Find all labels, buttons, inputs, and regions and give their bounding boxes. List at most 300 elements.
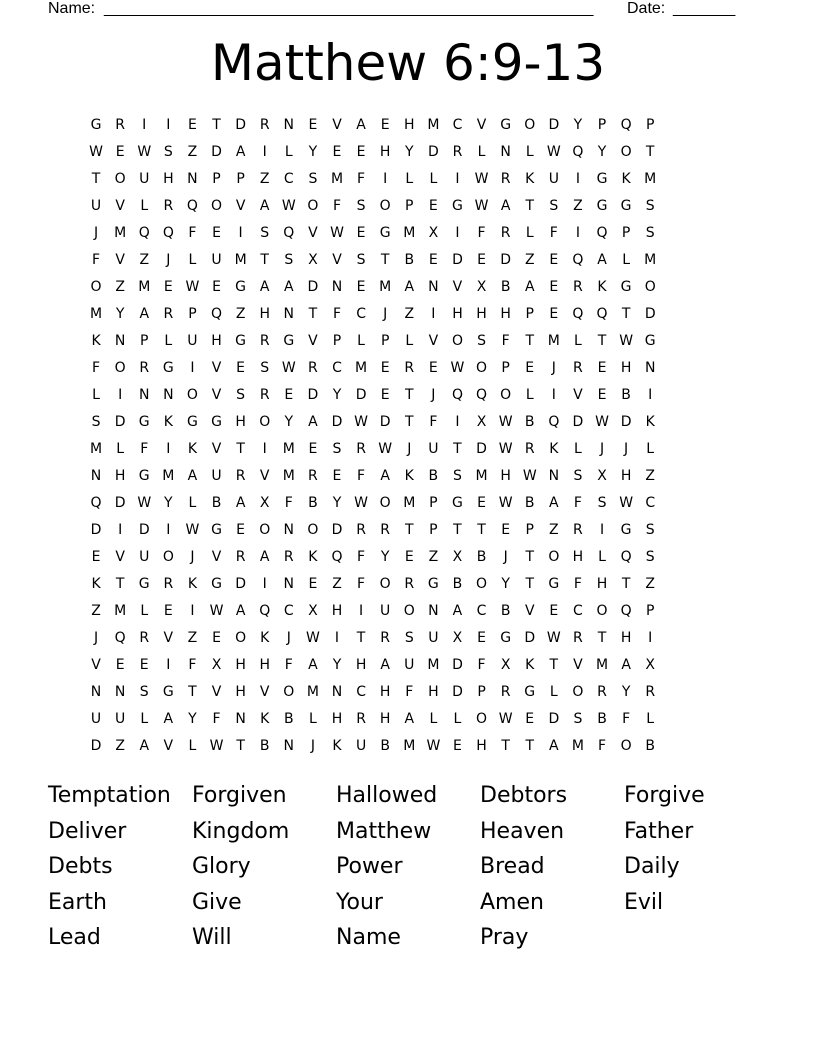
grid-letter: W [619, 495, 634, 511]
grid-letter: H [235, 657, 246, 673]
grid-letter: E [597, 360, 607, 376]
grid-letter: A [187, 468, 198, 484]
grid-letter: V [115, 252, 125, 268]
grid-letter: H [476, 738, 487, 754]
grid-letter: B [452, 576, 463, 592]
grid-letter: J [407, 441, 412, 457]
grid-letter: M [162, 468, 175, 484]
grid-letter: H [211, 333, 222, 349]
grid-letter: H [500, 306, 511, 322]
grid-letter: O [379, 495, 391, 511]
grid-letter: V [259, 468, 270, 484]
grid-letter: E [356, 144, 366, 160]
grid-letter: Q [114, 630, 126, 646]
grid-letter: S [404, 630, 414, 646]
grid-letter: B [211, 495, 222, 511]
grid-letter: D [452, 657, 463, 673]
grid-letter: A [404, 711, 415, 727]
grid-letter: U [380, 603, 391, 619]
grid-letter: D [90, 738, 102, 754]
grid-letter: T [115, 576, 125, 592]
grid-letter: V [332, 117, 342, 133]
grid-letter: O [596, 603, 608, 619]
grid-letter: B [428, 468, 439, 484]
grid-letter: Z [115, 279, 125, 295]
grid-letter: L [646, 441, 655, 457]
grid-letter: R [500, 225, 511, 241]
grid-letter: H [620, 468, 632, 484]
grid-letter: K [525, 657, 535, 673]
grid-letter: R [115, 117, 125, 133]
grid-letter: W [281, 198, 296, 214]
grid-letter: O [379, 576, 391, 592]
grid-letter: N [90, 684, 102, 700]
grid-letter: T [501, 738, 510, 754]
grid-letter: A [380, 657, 390, 673]
name-field-line: _______________________________________________________ [104, 0, 594, 17]
grid-letter: E [236, 360, 246, 376]
grid-letter: W [137, 144, 152, 160]
grid-letter: K [308, 549, 318, 565]
grid-letter: F [284, 495, 293, 511]
grid-letter: W [498, 441, 513, 457]
name-label: Name: [48, 0, 96, 17]
grid-letter: E [139, 657, 149, 673]
grid-letter: W [209, 603, 224, 619]
grid-letter: L [405, 171, 414, 187]
grid-letter: O [235, 630, 247, 646]
word-bank-item: Glory [192, 854, 251, 879]
grid-letter: M [138, 279, 151, 295]
grid-letter: O [90, 279, 102, 295]
grid-row [84, 679, 662, 706]
grid-letter: S [645, 522, 655, 538]
grid-letter: G [620, 198, 632, 214]
word-bank [48, 778, 768, 956]
grid-letter: I [166, 522, 171, 538]
grid-letter: N [500, 144, 511, 160]
grid-letter: Z [645, 576, 655, 592]
grid-letter: Q [162, 225, 174, 241]
grid-letter: D [114, 414, 126, 430]
grid-letter: N [138, 387, 150, 403]
word-bank-item: Heaven [480, 818, 565, 844]
grid-letter: N [235, 711, 246, 727]
grid-letter: X [308, 603, 318, 619]
grid-letter: Y [164, 495, 173, 511]
grid-letter: J [190, 549, 195, 565]
grid-letter: R [380, 522, 391, 538]
grid-letter: O [476, 576, 488, 592]
grid-letter: L [622, 252, 631, 268]
grid-letter: H [596, 576, 608, 592]
grid-letter: N [283, 576, 295, 592]
grid-letter: D [500, 252, 512, 268]
grid-letter: F [549, 225, 558, 241]
grid-letter: G [211, 522, 222, 538]
grid-letter: S [236, 387, 246, 403]
grid-letter: A [259, 279, 270, 295]
grid-letter: H [259, 657, 270, 673]
grid-letter: W [426, 738, 441, 754]
grid-letter: T [525, 198, 535, 214]
grid-letter: G [162, 684, 174, 700]
grid-letter: I [118, 387, 123, 403]
grid-letter: C [332, 360, 342, 376]
grid-letter: Z [549, 522, 559, 538]
grid-letter: M [475, 468, 488, 484]
grid-letter: M [571, 738, 584, 754]
grid-letter: D [572, 414, 584, 430]
grid-letter: O [548, 549, 560, 565]
grid-letter: Q [572, 252, 584, 268]
grid-letter: U [115, 711, 126, 727]
grid-letter: W [354, 495, 368, 511]
grid-letter: T [525, 738, 535, 754]
grid-letter: I [455, 414, 460, 430]
grid-letter: J [166, 252, 171, 268]
word-bank-item: Forgiven [192, 783, 287, 808]
word-bank-item: Matthew [336, 818, 432, 844]
grid-letter: G [283, 333, 295, 349]
grid-letter: J [286, 630, 291, 646]
grid-letter: F [501, 333, 510, 349]
grid-letter: D [548, 117, 560, 133]
grid-letter: V [115, 198, 125, 214]
grid-letter: M [403, 225, 416, 241]
grid-letter: T [236, 738, 245, 754]
grid-letter: E [356, 225, 366, 241]
grid-letter: E [549, 252, 559, 268]
grid-letter: T [188, 684, 197, 700]
grid-letter: J [503, 549, 508, 565]
grid-letter: J [310, 738, 315, 754]
grid-letter: H [620, 360, 632, 376]
grid-letter: E [308, 441, 318, 457]
grid-letter: E [212, 279, 221, 295]
grid-letter: W [330, 225, 344, 241]
grid-letter: P [429, 495, 438, 511]
grid-letter: S [573, 711, 583, 727]
grid-letter: U [187, 333, 198, 349]
grid-letter: G [524, 684, 536, 700]
grid-letter: Z [139, 252, 150, 268]
word-bank-item: Your [336, 889, 383, 915]
grid-letter: W [546, 630, 561, 646]
grid-letter: C [452, 117, 463, 133]
grid-letter: O [524, 117, 536, 133]
word-bank-item: Debts [48, 854, 113, 879]
grid-letter: E [501, 522, 511, 538]
grid-letter: M [234, 252, 247, 268]
grid-letter: V [428, 333, 439, 349]
word-bank-item: Earth [48, 889, 107, 915]
grid-letter: H [379, 684, 391, 700]
grid-letter: T [404, 387, 414, 403]
grid-letter: Q [596, 306, 608, 322]
grid-letter: I [142, 117, 147, 133]
grid-letter: A [139, 738, 150, 754]
grid-letter: E [549, 279, 559, 295]
grid-letter: R [573, 630, 583, 646]
grid-letter: Q [331, 549, 343, 565]
grid-letter: R [573, 360, 583, 376]
grid-letter: S [597, 495, 607, 511]
grid-letter: K [187, 441, 198, 457]
grid-letter: R [524, 441, 535, 457]
grid-letter: S [284, 252, 294, 268]
grid-letter: L [188, 252, 197, 268]
grid-letter: P [140, 333, 149, 349]
grid-row [84, 625, 662, 652]
grid-row [84, 517, 662, 544]
word-bank-item: Power [336, 854, 403, 879]
grid-letter: M [547, 333, 560, 349]
grid-letter: Q [90, 495, 102, 511]
grid-letter: S [356, 252, 366, 268]
grid-letter: V [115, 549, 125, 565]
grid-letter: B [500, 603, 511, 619]
grid-letter: R [235, 468, 246, 484]
grid-letter: Q [620, 549, 632, 565]
grid-letter: H [404, 117, 415, 133]
word-search-grid [84, 112, 662, 760]
grid-letter: W [522, 468, 537, 484]
grid-letter: S [163, 144, 173, 160]
word-bank-item: Lead [48, 925, 101, 950]
grid-letter: E [115, 144, 125, 160]
page-title: Matthew 6:9-13 [210, 34, 606, 92]
grid-letter: A [621, 657, 631, 673]
grid-letter: A [308, 657, 318, 673]
grid-letter: Y [115, 306, 125, 322]
grid-letter: U [90, 711, 102, 727]
grid-letter: H [331, 603, 343, 619]
grid-letter: T [236, 441, 245, 457]
grid-letter: M [90, 441, 103, 457]
word-bank-item: Forgive [624, 783, 705, 808]
grid-letter: E [212, 630, 221, 646]
grid-letter: T [645, 144, 655, 160]
grid-letter: K [597, 279, 607, 295]
grid-letter: P [477, 684, 486, 700]
grid-letter: R [404, 576, 415, 592]
grid-letter: Q [283, 225, 295, 241]
grid-letter: N [114, 333, 126, 349]
grid-letter: T [525, 333, 535, 349]
grid-letter: M [114, 225, 127, 241]
grid-letter: T [597, 333, 607, 349]
grid-letter: G [452, 198, 463, 214]
grid-letter: O [379, 198, 391, 214]
grid-letter: V [211, 387, 222, 403]
grid-letter: D [644, 306, 656, 322]
grid-letter: F [622, 711, 631, 727]
grid-letter: E [549, 603, 559, 619]
grid-letter: O [476, 711, 488, 727]
grid-letter: W [595, 414, 609, 430]
grid-letter: O [211, 198, 223, 214]
grid-letter: I [190, 603, 195, 619]
grid-letter: U [90, 198, 102, 214]
grid-letter: T [621, 306, 631, 322]
grid-letter: K [525, 171, 535, 187]
grid-letter: R [259, 387, 270, 403]
grid-letter: S [260, 360, 270, 376]
grid-letter: W [450, 360, 465, 376]
grid-letter: P [332, 333, 342, 349]
grid-letter: Y [332, 387, 342, 403]
grid-letter: F [284, 657, 293, 673]
grid-letter: O [500, 387, 512, 403]
grid-letter: V [235, 198, 246, 214]
grid-letter: K [260, 630, 270, 646]
grid-letter: C [645, 495, 656, 511]
grid-letter: G [138, 468, 150, 484]
grid-letter: M [306, 684, 319, 700]
grid-letter: D [114, 495, 126, 511]
grid-letter: W [185, 522, 200, 538]
grid-letter: N [331, 684, 343, 700]
grid-letter: W [546, 144, 561, 160]
grid-letter: P [188, 306, 197, 322]
grid-letter: E [284, 387, 294, 403]
grid-letter: V [332, 252, 342, 268]
grid-letter: E [525, 360, 535, 376]
grid-letter: U [355, 738, 367, 754]
grid-letter: I [262, 576, 267, 592]
grid-letter: G [138, 576, 150, 592]
grid-letter: W [137, 495, 152, 511]
grid-letter: L [188, 738, 197, 754]
grid-row [84, 733, 662, 760]
grid-letter: Y [597, 144, 607, 160]
grid-letter: V [573, 387, 583, 403]
grid-letter: I [599, 522, 605, 538]
grid-letter: R [404, 360, 415, 376]
grid-letter: P [621, 225, 631, 241]
grid-letter: O [186, 387, 198, 403]
grid-letter: K [645, 414, 655, 430]
grid-letter: I [359, 603, 364, 619]
grid-letter: G [620, 279, 632, 295]
grid-letter: B [621, 387, 631, 403]
grid-letter: W [89, 144, 103, 160]
grid-row [84, 598, 662, 625]
grid-row [84, 166, 662, 193]
word-bank-item: Temptation [48, 783, 171, 808]
grid-letter: N [90, 468, 102, 484]
grid-letter: T [453, 522, 462, 538]
grid-letter: E [308, 117, 318, 133]
grid-letter: L [453, 711, 462, 727]
grid-letter: S [549, 198, 559, 214]
grid-letter: Y [332, 657, 342, 673]
grid-letter: W [619, 333, 634, 349]
grid-letter: X [645, 657, 655, 673]
grid-letter: F [405, 684, 414, 700]
grid-letter: D [331, 522, 343, 538]
grid-letter: P [645, 117, 655, 133]
grid-letter: I [575, 225, 580, 241]
grid-letter: D [235, 576, 246, 592]
grid-letter: L [598, 549, 606, 565]
grid-letter: E [477, 495, 486, 511]
grid-letter: D [548, 711, 560, 727]
grid-letter: I [262, 144, 267, 160]
grid-letter: R [235, 549, 246, 565]
grid-letter: A [524, 279, 535, 295]
grid-letter: T [356, 630, 366, 646]
grid-letter: H [163, 171, 174, 187]
grid-letter: H [114, 468, 126, 484]
grid-letter: N [548, 468, 560, 484]
grid-letter: C [573, 603, 583, 619]
grid-letter: Q [259, 603, 271, 619]
grid-letter: X [597, 468, 607, 484]
grid-letter: I [238, 225, 243, 241]
grid-letter: E [380, 387, 390, 403]
grid-letter: M [90, 306, 103, 322]
grid-letter: A [549, 495, 559, 511]
grid-letter: L [549, 684, 558, 700]
grid-letter: B [283, 711, 294, 727]
grid-letter: D [476, 441, 487, 457]
grid-letter: B [380, 738, 390, 754]
grid-letter: Z [259, 171, 270, 187]
grid-letter: I [334, 630, 340, 646]
grid-letter: L [140, 603, 149, 619]
grid-letter: L [357, 333, 365, 349]
grid-letter: O [259, 522, 271, 538]
grid-letter: E [308, 576, 318, 592]
grid-letter: S [139, 684, 149, 700]
grid-letter: R [356, 522, 366, 538]
grid-letter: M [355, 360, 368, 376]
grid-letter: E [477, 630, 486, 646]
grid-letter: F [477, 657, 486, 673]
grid-letter: R [259, 333, 270, 349]
grid-letter: E [380, 360, 390, 376]
grid-letter: G [138, 414, 150, 430]
grid-letter: V [524, 603, 535, 619]
grid-letter: N [187, 171, 198, 187]
grid-letter: R [645, 684, 656, 700]
grid-letter: C [356, 684, 366, 700]
grid-letter: S [645, 225, 655, 241]
grid-letter: G [620, 522, 632, 538]
grid-letter: E [356, 279, 366, 295]
word-bank-item: Daily [624, 854, 680, 879]
grid-letter: R [139, 630, 150, 646]
grid-letter: P [645, 603, 655, 619]
grid-letter: V [211, 549, 222, 565]
word-bank-item: Deliver [48, 818, 127, 844]
grid-letter: G [427, 576, 439, 592]
grid-letter: M [282, 441, 295, 457]
grid-letter: Q [572, 306, 584, 322]
grid-letter: T [525, 549, 535, 565]
grid-letter: F [429, 414, 438, 430]
grid-letter: Z [573, 198, 583, 214]
grid-letter: J [93, 630, 99, 646]
grid-letter: E [212, 225, 221, 241]
grid-letter: V [308, 225, 318, 241]
grid-letter: R [356, 711, 366, 727]
grid-letter: Z [115, 738, 125, 754]
grid-letter: F [188, 657, 197, 673]
grid-letter: N [428, 603, 439, 619]
